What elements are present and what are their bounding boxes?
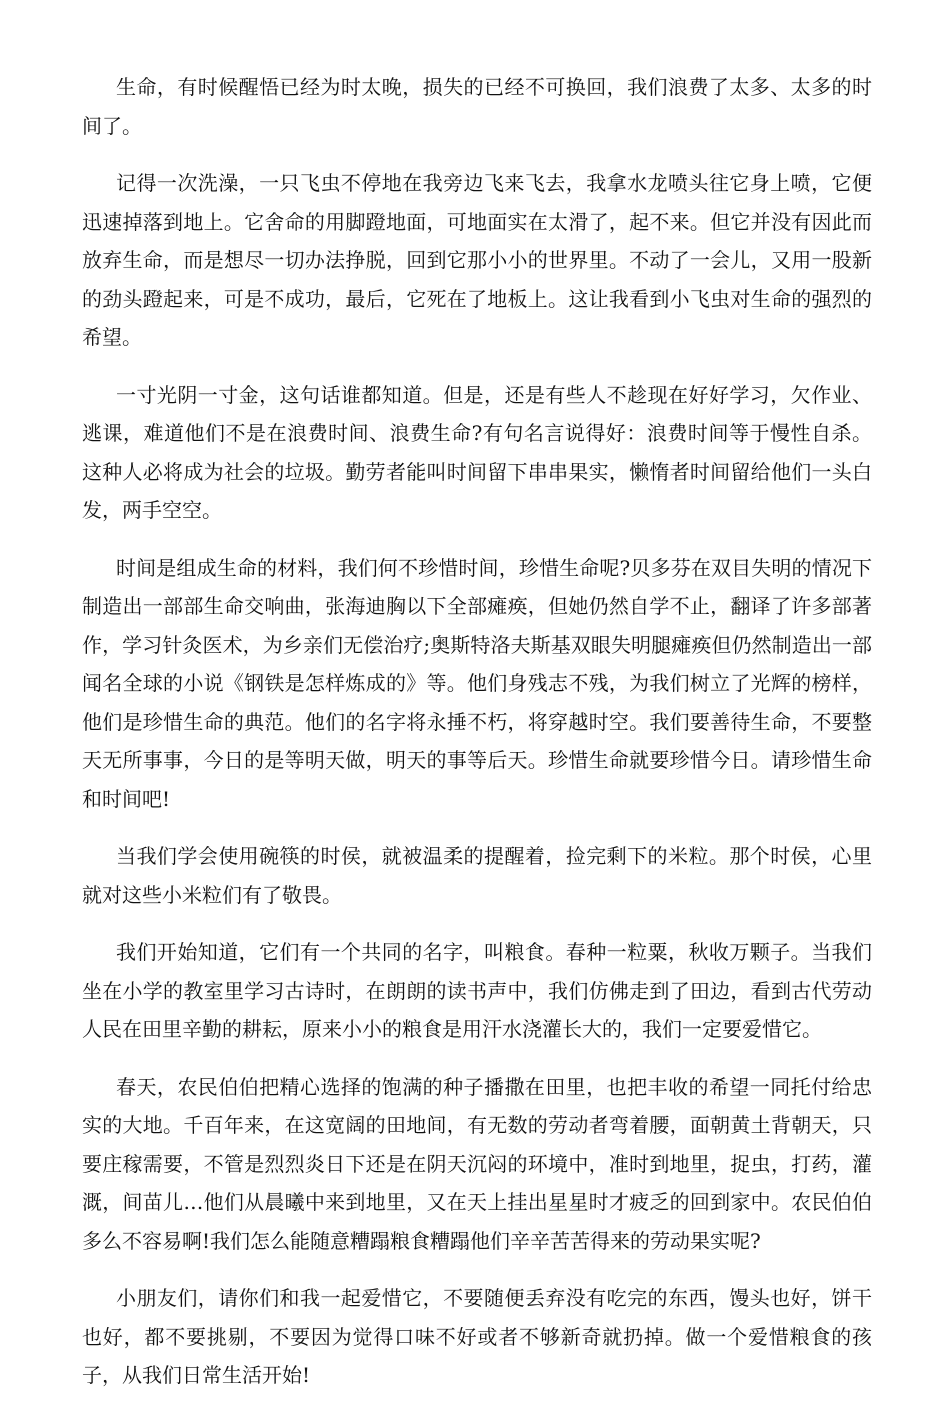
- paragraph-8: 小朋友们，请你们和我一起爱惜它，不要随便丢弃没有吃完的东西，馒头也好，饼干也好，都不要挑剔，不要因为觉得口味不好或者不够新奇就扔掉。做一个爱惜粮食的孩子，从我们日常生活开始!: [82, 1286, 872, 1387]
- paragraph-7: 春天，农民伯伯把精心选择的饱满的种子播撒在田里，也把丰收的希望一同托付给忠实的大地。千百年来，在这宽阔的田地间，有无数的劳动者弯着腰，面朝黄土背朝天，只要庄稼需要，不管是烈烈炎日下还是在阴天沉闷的环境中，准时到地里，捉虫，打药，灌溉，间苗儿…他们从晨曦中来到地里，又在天上挂出星星时才疲乏的回到家中。农民伯伯多么不容易啊!我们怎么能随意糟蹋粮食糟蹋他们辛辛苦苦得来的劳动果实呢?: [82, 1074, 872, 1253]
- paragraph-4: 时间是组成生命的材料，我们何不珍惜时间，珍惜生命呢?贝多芬在双目失明的情况下制造出一部部生命交响曲，张海迪胸以下全部瘫痪，但她仍然自学不止，翻译了许多部著作，学习针灸医术，为乡亲们无偿治疗;奥斯特洛夫斯基双眼失明腿瘫痪但仍然制造出一部闻名全球的小说《钢铁是怎样炼成的》等。他们身残志不残，为我们树立了光辉的榜样，他们是珍惜生命的典范。他们的名字将永捶不朽，将穿越时空。我们要善待生命，不要整天无所事事，今日的是等明天做，明天的事等后天。珍惜生命就要珍惜今日。请珍惜生命和时间吧!: [82, 555, 872, 811]
- paragraph-1: 生命，有时候醒悟已经为时太晚，损失的已经不可换回，我们浪费了太多、太多的时间了。: [82, 75, 872, 138]
- paragraph-2: 记得一次洗澡，一只飞虫不停地在我旁边飞来飞去，我拿水龙喷头往它身上喷，它便迅速掉落到地上。它舍命的用脚蹬地面，可地面实在太滑了，起不来。但它并没有因此而放弃生命，而是想尽一切办法挣脱，回到它那小小的世界里。不动了一会儿，又用一股新的劲头蹬起来，可是不成功，最后，它死在了地板上。这让我看到小飞虫对生命的强烈的希望。: [82, 171, 872, 349]
- paragraph-6: 我们开始知道，它们有一个共同的名字，叫粮食。春种一粒粟，秋收万颗子。当我们坐在小学的教室里学习古诗时，在朗朗的读书声中，我们仿佛走到了田边，看到古代劳动人民在田里辛勤的耕耘，原来小小的粮食是用汗水浇灌长大的，我们一定要爱惜它。: [82, 940, 872, 1041]
- document-body: [82, 68, 872, 1414]
- paragraph-5: 当我们学会使用碗筷的时侯，就被温柔的提醒着，捡完剩下的米粒。那个时侯，心里就对这些小米粒们有了敬畏。: [82, 844, 872, 907]
- paragraph-3: 一寸光阴一寸金，这句话谁都知道。但是，还是有些人不趁现在好好学习，欠作业、逃课，难道他们不是在浪费时间、浪费生命?有句名言说得好：浪费时间等于慢性自杀。这种人必将成为社会的垃圾。勤劳者能叫时间留下串串果实，懒惰者时间留给他们一头白发，两手空空。: [82, 382, 872, 522]
